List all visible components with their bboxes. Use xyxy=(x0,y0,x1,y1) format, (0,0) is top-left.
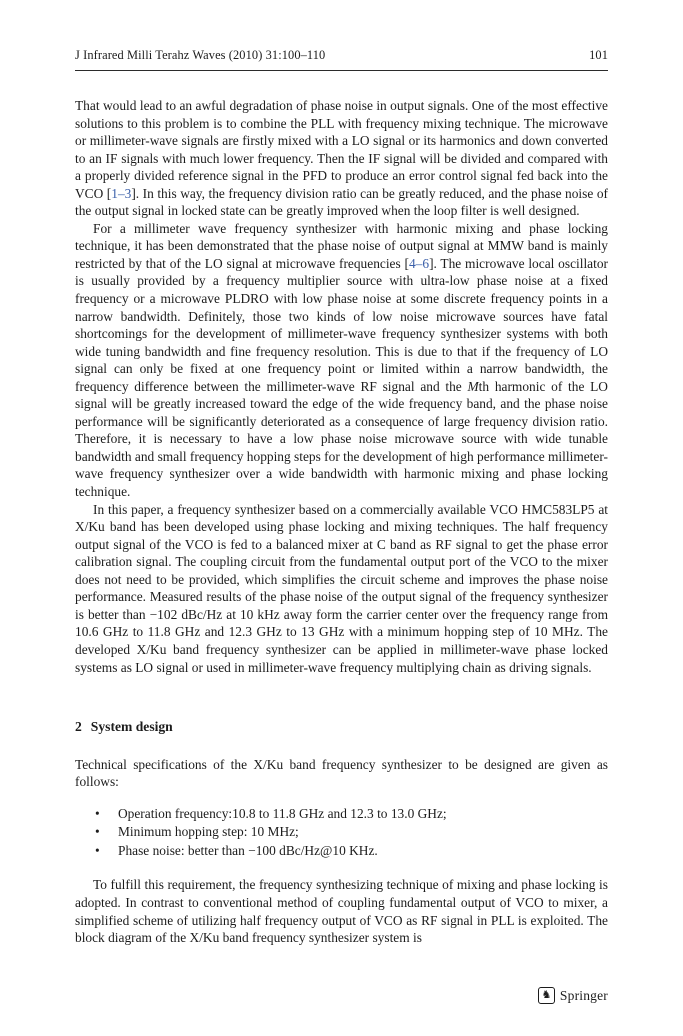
bullet-icon: • xyxy=(95,805,100,821)
paragraph-text: ]. In this way, the frequency division ratio can be greatly reduced, and the phase noise of the output signal in locked state can be greatly improved when the loop filter is well designed. xyxy=(75,185,608,219)
paragraph-3 xyxy=(75,501,608,676)
section-title: System design xyxy=(90,719,173,735)
page-content xyxy=(75,48,608,947)
paragraph-text: th harmonic of the LO signal will be greatly increased toward the edge of the wide frequency band, and the phase noise performance will be significantly deteriorated as a consequence of large frequency division ratio. Therefore, it is necessary to have a low phase noise microwave source with wide tunable bandwidth and small frequency hopping steps for the development of high performance millimeter-wave frequency synthesizer over a wide bandwidth with harmonic mixing and phase locking technique. xyxy=(75,378,608,500)
bullet-text: Phase noise: better than −100 dBc/Hz@10 KHz. xyxy=(118,842,378,858)
page-header xyxy=(75,48,608,63)
bullet-item xyxy=(75,823,608,842)
springer-brand-text: Springer xyxy=(559,987,608,1003)
paragraph-text: Technical specifications of the X/Ku band frequency synthesizer to be designed are given as follows: xyxy=(75,756,608,790)
section-heading xyxy=(75,718,608,736)
section-number: 2 xyxy=(75,719,82,735)
citation-link-4-6[interactable]: 4–6 xyxy=(408,255,430,271)
paragraph-text: ]. The microwave local oscillator is usually provided by a frequency multiplier source with ultra-low phase noise at a fixed frequency or a microwave PLDRO with low phase noise at some discrete frequency points in a narrow bandwidth. Definitely, those two kinds of low noise microwave sources have fatal shortcomings for the development of millimeter-wave frequency synthesizer systems with both wide tuning bandwidth and fine frequency resolution. This is due to that if the frequency of LO signal can only be fixed at one frequency point or limited within a narrow bandwidth, the frequency difference between the millimeter-wave RF signal and the xyxy=(75,255,608,394)
bullet-item xyxy=(75,805,608,824)
paragraph-5 xyxy=(75,876,608,946)
paragraph-text: For a millimeter wave frequency synthesizer with harmonic mixing and phase locking technique, it has been demonstrated that the phase noise of output signal at MMW band is mainly restricted by that of the LO signal at microwave frequencies [ xyxy=(75,220,608,271)
spec-bullet-list xyxy=(75,805,608,861)
header-rule xyxy=(75,70,608,71)
citation-link-1-3[interactable]: 1–3 xyxy=(111,185,132,201)
bullet-icon: • xyxy=(95,842,100,858)
page-number: 101 xyxy=(589,48,608,62)
bullet-item xyxy=(75,842,608,861)
article-body xyxy=(75,97,608,947)
bullet-text: Minimum hopping step: 10 MHz; xyxy=(118,824,299,840)
italic-variable-m: M xyxy=(467,378,479,394)
paragraph-text: That would lead to an awful degradation of phase noise in output signals. One of the most effective solutions to this problem is to combine the PLL with frequency mixing technique. The microwave or millimeter-wave signals are firstly mixed with a LO signal or its harmonics and down converted to an IF signals with much lower frequency. Then the IF signal will be divided and compared with a properly divided reference signal in the PFD to produce an error control signal fed back into the VCO [ xyxy=(75,98,608,201)
springer-logo xyxy=(538,987,608,1004)
paragraph-1 xyxy=(75,97,608,220)
paragraph-4 xyxy=(75,756,608,791)
journal-title: J Infrared Milli Terahz Waves (2010) 31:100–110 xyxy=(75,48,326,62)
paragraph-text: In this paper, a frequency synthesizer based on a commercially available VCO HMC583LP5 at X/Ku band has been developed using phase locking and mixing techniques. The half frequency output signal of the VCO is fed to a balanced mixer at C band as RF signal to get the phase error calibration signal. The coupling circuit from the fundamental output port of the VCO to the mixer does not need to be provided, which simplifies the circuit scheme and improves the phase noise performance. Measured results of the phase noise of the output signal of the frequency synthesizer is better than −102 dBc/Hz at 10 kHz away form the carrier center over the frequency range from 10.6 GHz to 11.8 GHz and 12.3 GHz to 13 GHz with a minimum hopping step of 10 MHz. The developed X/Ku band frequency synthesizer can be applied in millimeter-wave phase locked systems as LO signal or used in millimeter-wave frequency multiplying chain as driving signals. xyxy=(75,501,608,675)
springer-horse-icon: ♞ xyxy=(538,987,555,1004)
bullet-icon: • xyxy=(95,824,100,840)
paragraph-text: To fulfill this requirement, the frequency synthesizing technique of mixing and phase locking is adopted. In contrast to conventional method of coupling fundamental output of VCO to mixer, a simplified scheme of utilizing half frequency output of VCO as RF signal in PLL is exploited. The block diagram of the X/Ku band frequency synthesizer system is xyxy=(75,877,608,946)
bullet-text: Operation frequency:10.8 to 11.8 GHz and 12.3 to 13.0 GHz; xyxy=(118,805,447,821)
paragraph-2 xyxy=(75,220,608,501)
